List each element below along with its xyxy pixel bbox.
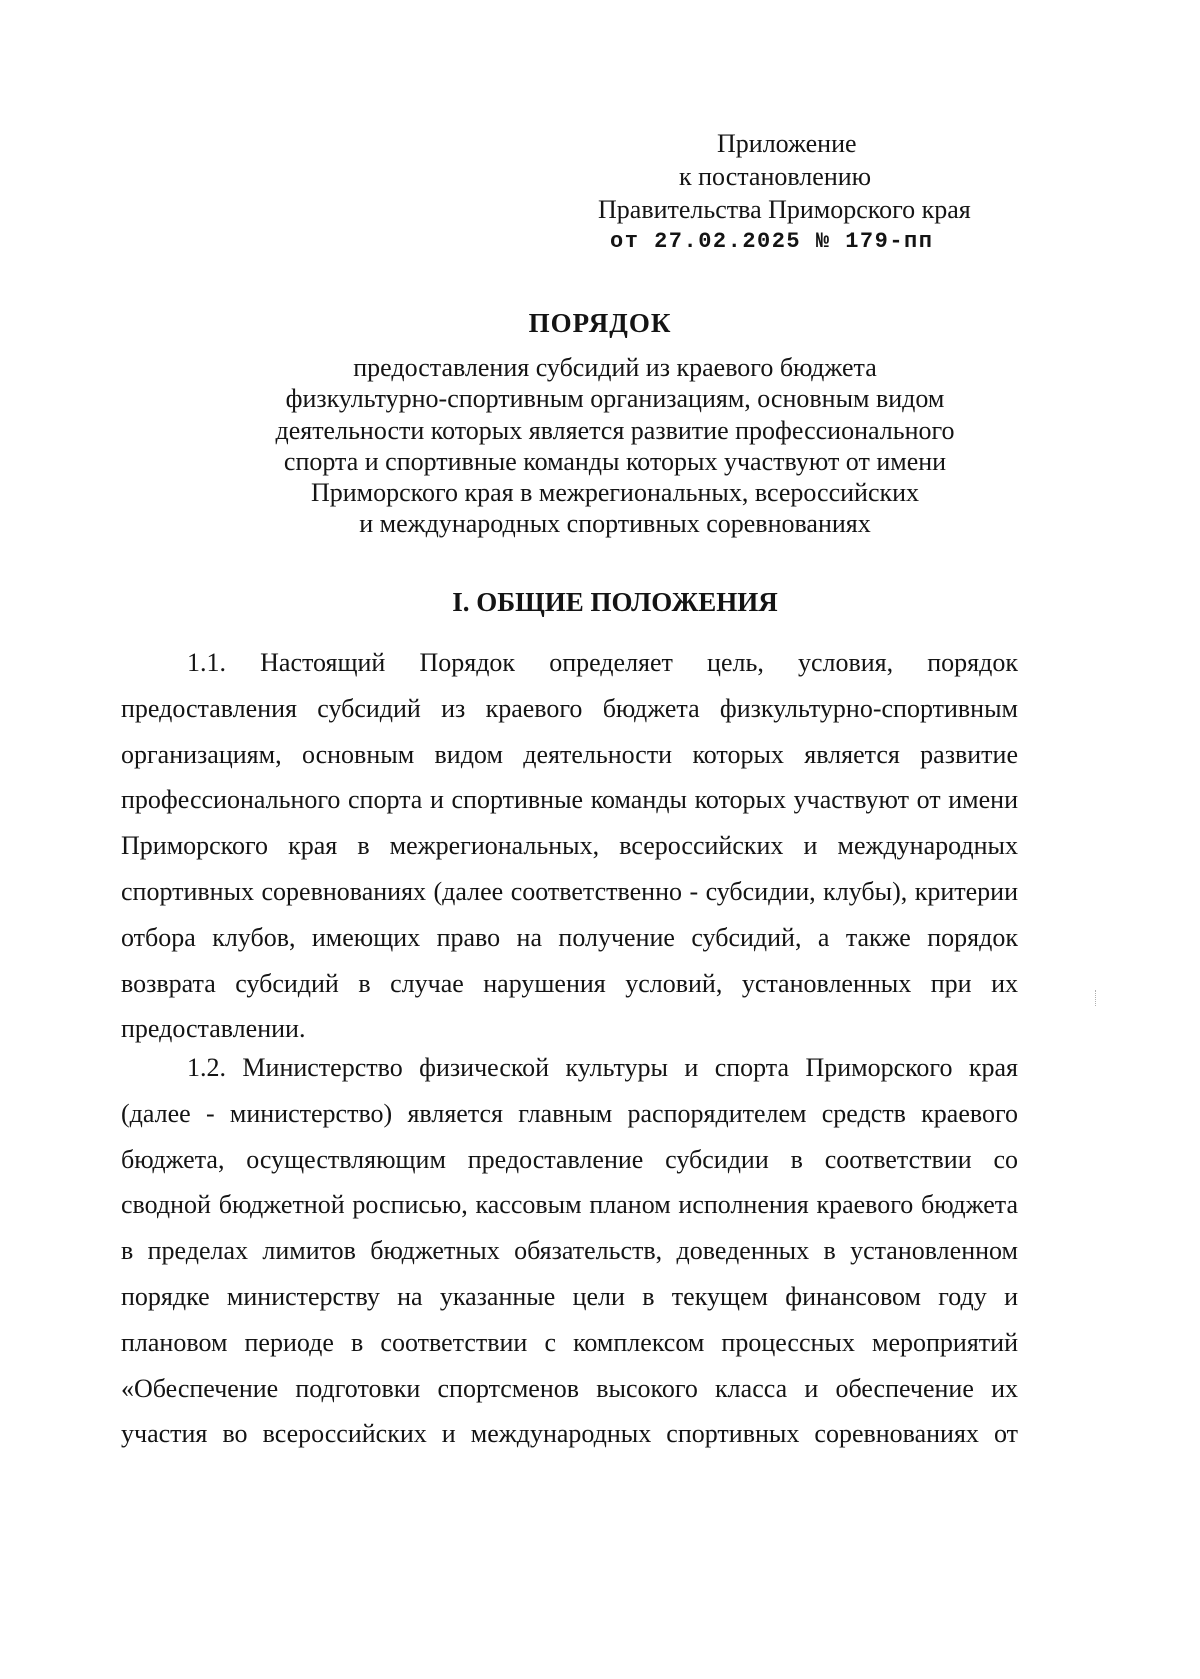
paragraph-line: спортивных соревнованиях (далее соответственно - субсидии, клубы), критерии xyxy=(121,876,1018,906)
subtitle-line: физкультурно-спортивным организациям, основным видом xyxy=(285,384,945,414)
paragraph-line: в пределах лимитов бюджетных обязательств, доведенных в установленном xyxy=(121,1236,1018,1266)
paragraph-line: (далее - министерство) является главным распорядителем средств краевого xyxy=(121,1098,1018,1128)
appendix-line-3: Правительства Приморского края xyxy=(598,195,971,224)
subtitle-line: предоставления субсидий из краевого бюджета xyxy=(353,353,877,382)
section-heading: I. ОБЩИЕ ПОЛОЖЕНИЯ xyxy=(452,587,778,617)
paragraph-1-2 xyxy=(121,1045,1018,1457)
subtitle-line: Приморского края в межрегиональных, всероссийских xyxy=(310,478,920,508)
paragraph-line: предоставления субсидий из краевого бюджета физкультурно-спортивным xyxy=(121,693,1018,723)
paragraph-line: порядке министерству на указанные цели в текущем финансовом году и xyxy=(121,1281,1018,1311)
scan-artifact xyxy=(1095,990,1098,1006)
paragraph-line: «Обеспечение подготовки спортсменов высокого класса и обеспечение их xyxy=(121,1373,1018,1403)
subtitle-line: деятельности которых является развитие профессионального xyxy=(275,415,955,445)
appendix-line-1: Приложение xyxy=(717,129,857,158)
subtitle-line: спорта и спортивные команды которых участвуют от имени xyxy=(283,446,947,476)
paragraph-1-1 xyxy=(121,640,1018,1052)
paragraph-text xyxy=(121,1045,1018,1457)
paragraph-line: профессионального спорта и спортивные команды которых участвуют от имени xyxy=(121,785,1018,815)
paragraph-line: 1.1. Настоящий Порядок определяет цель, условия, порядок xyxy=(187,648,1018,677)
paragraph-line: отбора клубов, имеющих право на получение субсидий, а также порядок xyxy=(121,922,1018,952)
paragraph-line: плановом периоде в соответствии с комплексом процессных мероприятий xyxy=(121,1327,1018,1357)
appendix-line-2: к постановлению xyxy=(679,162,872,191)
paragraph-line: сводной бюджетной росписью, кассовым планом исполнения краевого бюджета xyxy=(121,1190,1018,1220)
document-title: ПОРЯДОК xyxy=(528,308,672,338)
document-subtitle xyxy=(200,352,1030,540)
subtitle-line: и международных спортивных соревнованиях xyxy=(359,509,871,539)
appendix-header xyxy=(598,127,1038,257)
paragraph-line: организациям, основным видом деятельности которых является развитие xyxy=(121,739,1018,769)
paragraph-line: предоставлении. xyxy=(121,1014,306,1044)
paragraph-line: возврата субсидий в случае нарушения условий, установленных при их xyxy=(121,968,1018,998)
paragraph-line: бюджета, осуществляющим предоставление субсидии в соответствии со xyxy=(121,1144,1018,1174)
paragraph-line: участия во всероссийских и международных спортивных соревнованиях от xyxy=(121,1419,1018,1449)
paragraph-text xyxy=(121,640,1018,1052)
paragraph-line: 1.2. Министерство физической культуры и спорта Приморского края xyxy=(187,1053,1018,1082)
paragraph-line: Приморского края в межрегиональных, всероссийских и международных xyxy=(121,831,1018,861)
resolution-date-number-stamp: от 27.02.2025 № 179-пп xyxy=(610,229,934,254)
